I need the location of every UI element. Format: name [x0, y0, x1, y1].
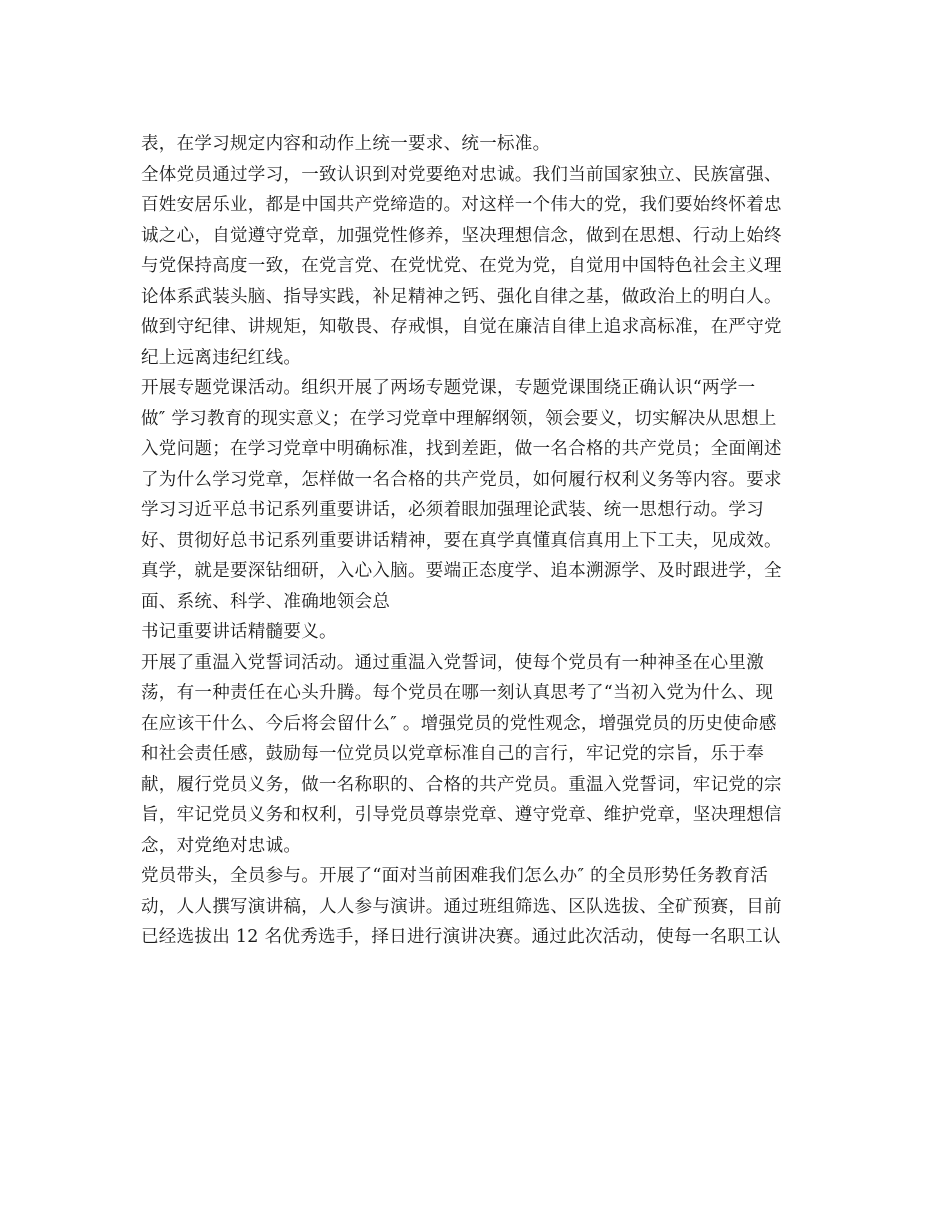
text-line: 念，对党绝对忠诚。 — [141, 835, 302, 856]
text-line: 做到守纪律、讲规矩，知敬畏、存戒惧，自觉在廉洁自律上追求高标准，在严守党 — [141, 317, 782, 337]
text-line: 论体系武装头脑、指导实践，补足精神之钙、强化自律之基，做政治上的明白人。 — [141, 286, 782, 307]
text-line: 和社会责任感，鼓励每一位党员以党章标准自己的言行，牢记党的宗旨，乐于奉 — [141, 744, 764, 764]
text-line: 党员带头，全员参与。开展了“面对当前困难我们怎么办″ 的全员形势任务教育活 — [141, 866, 769, 886]
text-line: 献，履行党员义务，做一名称职的、合格的共产党员。重温入党誓词，牢记党的宗 — [141, 774, 782, 795]
text-line: 全体党员通过学习，一致认识到对党要绝对忠诚。我们当前国家独立、民族富强、 — [141, 164, 782, 185]
text-line: 百姓安居乐业，都是中国共产党缔造的。对这样一个伟大的党，我们要始终怀着忠 — [141, 195, 782, 215]
text-line: 学习习近平总书记系列重要讲话，必须着眼加强理论武装、统一思想行动。学习 — [141, 500, 764, 520]
text-line: 荡，有一种责任在心头升腾。每个党员在哪一刻认真思考了“当初入党为什么、现 — [141, 683, 774, 703]
text-line: 在应该干什么、今后将会留什么″ 。增强党员的党性观念，增强党员的历史使命感 — [141, 713, 777, 734]
text-line: 了为什么学习党章，怎样做一名合格的共产党员，如何履行权利义务等内容。要求 — [141, 469, 782, 490]
text-line: 旨，牢记党员义务和权利，引导党员尊崇党章、遵守党章、维护党章，坚决理想信 — [141, 805, 782, 825]
text-line: 开展专题党课活动。组织开展了两场专题党课，专题党课围绕正确认识“两学一 — [141, 378, 756, 398]
text-line: 做″ 学习教育的现实意义；在学习党章中理解纲领，领会要义，切实解决从思想上 — [141, 408, 777, 429]
text-line: 已经选拔出 12 名优秀选手，择日进行演讲决赛。通过此次活动，使每一名职工认 — [141, 927, 781, 947]
text-line: 诚之心，自觉遵守党章，加强党性修养，坚决理想信念，做到在思想、行动上始终 — [141, 225, 782, 246]
text-line: 好、贯彻好总书记系列重要讲话精神，要在真学真懂真信真用上下工夫，见成效。 — [141, 530, 782, 551]
text-line: 纪上远离违纪红线。 — [141, 347, 302, 368]
text-line: 与党保持高度一致，在党言党、在党忧党、在党为党，自觉用中国特色社会主义理 — [141, 256, 782, 276]
text-line: 动，人人撰写演讲稿，人人参与演讲。通过班组筛选、区队选拔、全矿预赛，目前 — [141, 896, 782, 917]
text-line: 表，在学习规定内容和动作上统一要求、统一标准。 — [141, 134, 551, 154]
document-body — [141, 129, 821, 953]
text-line: 真学，就是要深钻细研，入心入脑。要端正态度学、追本溯源学、及时跟进学，全 — [141, 561, 782, 581]
text-line: 书记重要讲话精髓要义。 — [141, 622, 337, 642]
text-line: 面、系统、科学、准确地领会总 — [141, 591, 391, 612]
text-line: 开展了重温入党誓词活动。通过重温入党誓词，使每个党员有一种神圣在心里激 — [141, 652, 764, 673]
text-line: 入党问题；在学习党章中明确标准，找到差距，做一名合格的共产党员；全面阐述 — [141, 439, 782, 459]
